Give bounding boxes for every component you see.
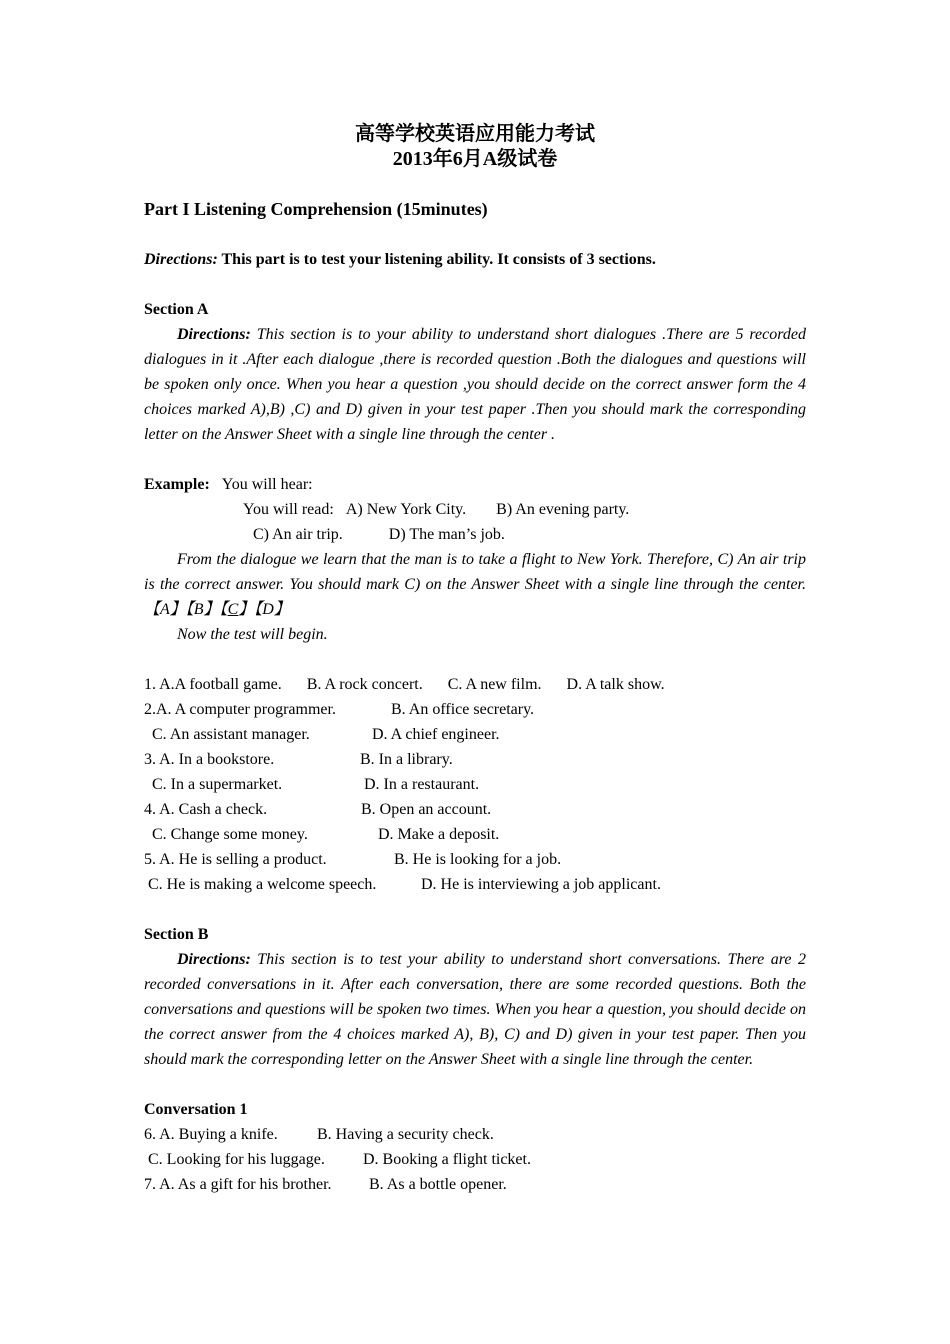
question-3-cd: [144, 772, 806, 797]
directions-label: Directions:: [144, 251, 218, 268]
answer-mark-a: 【A】: [144, 601, 186, 618]
question-4: [144, 797, 806, 822]
test-begin: Now the test will begin.: [177, 626, 328, 643]
q1-option-d: D. A talk show.: [566, 676, 665, 693]
example-read: You will read:: [243, 501, 334, 518]
section-b-dir-label: Directions:: [177, 951, 251, 968]
q4-option-b: B. Open an account.: [361, 801, 492, 818]
answer-mark-c: 【C】: [219, 601, 255, 618]
question-6: [144, 1122, 806, 1147]
section-a-heading: Section A: [144, 301, 209, 318]
q2-option-b: B. An office secretary.: [391, 701, 535, 718]
q3-option-b: B. In a library.: [360, 751, 453, 768]
q1-option-a: 1. A.A football game.: [144, 676, 282, 693]
question-4-cd: [144, 822, 806, 847]
question-6-cd: [144, 1147, 806, 1172]
q4-option-d: D. Make a deposit.: [378, 826, 500, 843]
exam-title-line1: 高等学校英语应用能力考试: [355, 123, 595, 145]
question-7: [144, 1172, 806, 1197]
exam-title-line2: 2013年6月A级试卷: [392, 148, 558, 170]
question-3: [144, 747, 806, 772]
q1-option-b: B. A rock concert.: [306, 676, 423, 693]
q2-option-c: C. An assistant manager.: [152, 726, 310, 743]
q6-option-b: B. Having a security check.: [317, 1126, 494, 1143]
example-option-d: D) The man’s job.: [388, 526, 505, 543]
section-b-dir-text: This section is to test your ability to understand short conversations. There are 2 recorded conversations in it. After each conversation, there are some recorded questions. Both the conversations and questions will be spoken two times. When you hear a question, you should decide on the correct answer from the 4 choices marked A), B), C) and D) given in your test paper. Then you should mark the corresponding letter on the Answer Sheet with a single line through the center.: [144, 951, 806, 1068]
conversation-1-heading: Conversation 1: [144, 1101, 248, 1118]
q5-option-b: B. He is looking for a job.: [394, 851, 562, 868]
question-2: [144, 697, 806, 722]
section-a-dir-text: This section is to your ability to understand short dialogues .There are 5 recorded dialogues in it .After each dialogue ,there is recorded question .Both the dialogues and questions will be spoken only once. When you hear a question ,you should decide on the correct answer form the 4 choices marked A),B) ,C) and D) given in your test paper .Then you should mark the corresponding letter on the Answer Sheet with a single line through the center .: [144, 326, 806, 443]
q3-option-d: D. In a restaurant.: [364, 776, 480, 793]
example-label: Example:: [144, 476, 210, 493]
q6-option-c: C. Looking for his luggage.: [148, 1151, 325, 1168]
q2-option-a: 2.A. A computer programmer.: [144, 701, 336, 718]
example-option-c: C) An air trip.: [253, 526, 343, 543]
example-option-b: B) An evening party.: [496, 501, 630, 518]
q5-option-a: 5. A. He is selling a product.: [144, 851, 327, 868]
answer-mark-d: 【D】: [254, 601, 290, 618]
q5-option-c: C. He is making a welcome speech.: [148, 876, 377, 893]
example-hear: You will hear:: [221, 476, 313, 493]
answer-mark-b: 【B】: [185, 601, 220, 618]
q2-option-d: D. A chief engineer.: [372, 726, 500, 743]
q7-option-b: B. As a bottle opener.: [369, 1176, 507, 1193]
q5-option-d: D. He is interviewing a job applicant.: [421, 876, 661, 893]
section-b-heading: Section B: [144, 926, 209, 943]
example-cd-line: [144, 522, 806, 547]
section-b-directions: [144, 947, 806, 1072]
part-directions: [144, 247, 806, 272]
q6-option-d: D. Booking a flight ticket.: [363, 1151, 531, 1168]
q3-option-a: 3. A. In a bookstore.: [144, 751, 275, 768]
q3-option-c: C. In a supermarket.: [152, 776, 283, 793]
example-option-a: A) New York City.: [345, 501, 467, 518]
question-5-cd: [144, 872, 806, 897]
example-read-line: [144, 497, 806, 522]
section-a-directions: [144, 322, 806, 447]
q7-option-a: 7. A. As a gift for his brother.: [144, 1176, 332, 1193]
part1-heading: Part I Listening Comprehension (15minutes): [144, 199, 488, 219]
question-2-cd: [144, 722, 806, 747]
q4-option-a: 4. A. Cash a check.: [144, 801, 268, 818]
q4-option-c: C. Change some money.: [152, 826, 308, 843]
directions-text: This part is to test your listening ability. It consists of 3 sections.: [217, 251, 656, 268]
section-a-dir-label: Directions:: [177, 326, 251, 343]
exam-content: [144, 122, 806, 1197]
example-line: [144, 472, 806, 497]
example-explanation-text: From the dialogue we learn that the man is to take a flight to New York. Therefore, C) An air trip is the correct answer. You should mark C) on the Answer Sheet with a single line through the center.: [144, 551, 806, 593]
question-5: [144, 847, 806, 872]
q1-option-c: C. A new film.: [447, 676, 542, 693]
q6-option-a: 6. A. Buying a knife.: [144, 1126, 278, 1143]
example-explanation: [144, 547, 806, 622]
question-1: [144, 672, 806, 697]
